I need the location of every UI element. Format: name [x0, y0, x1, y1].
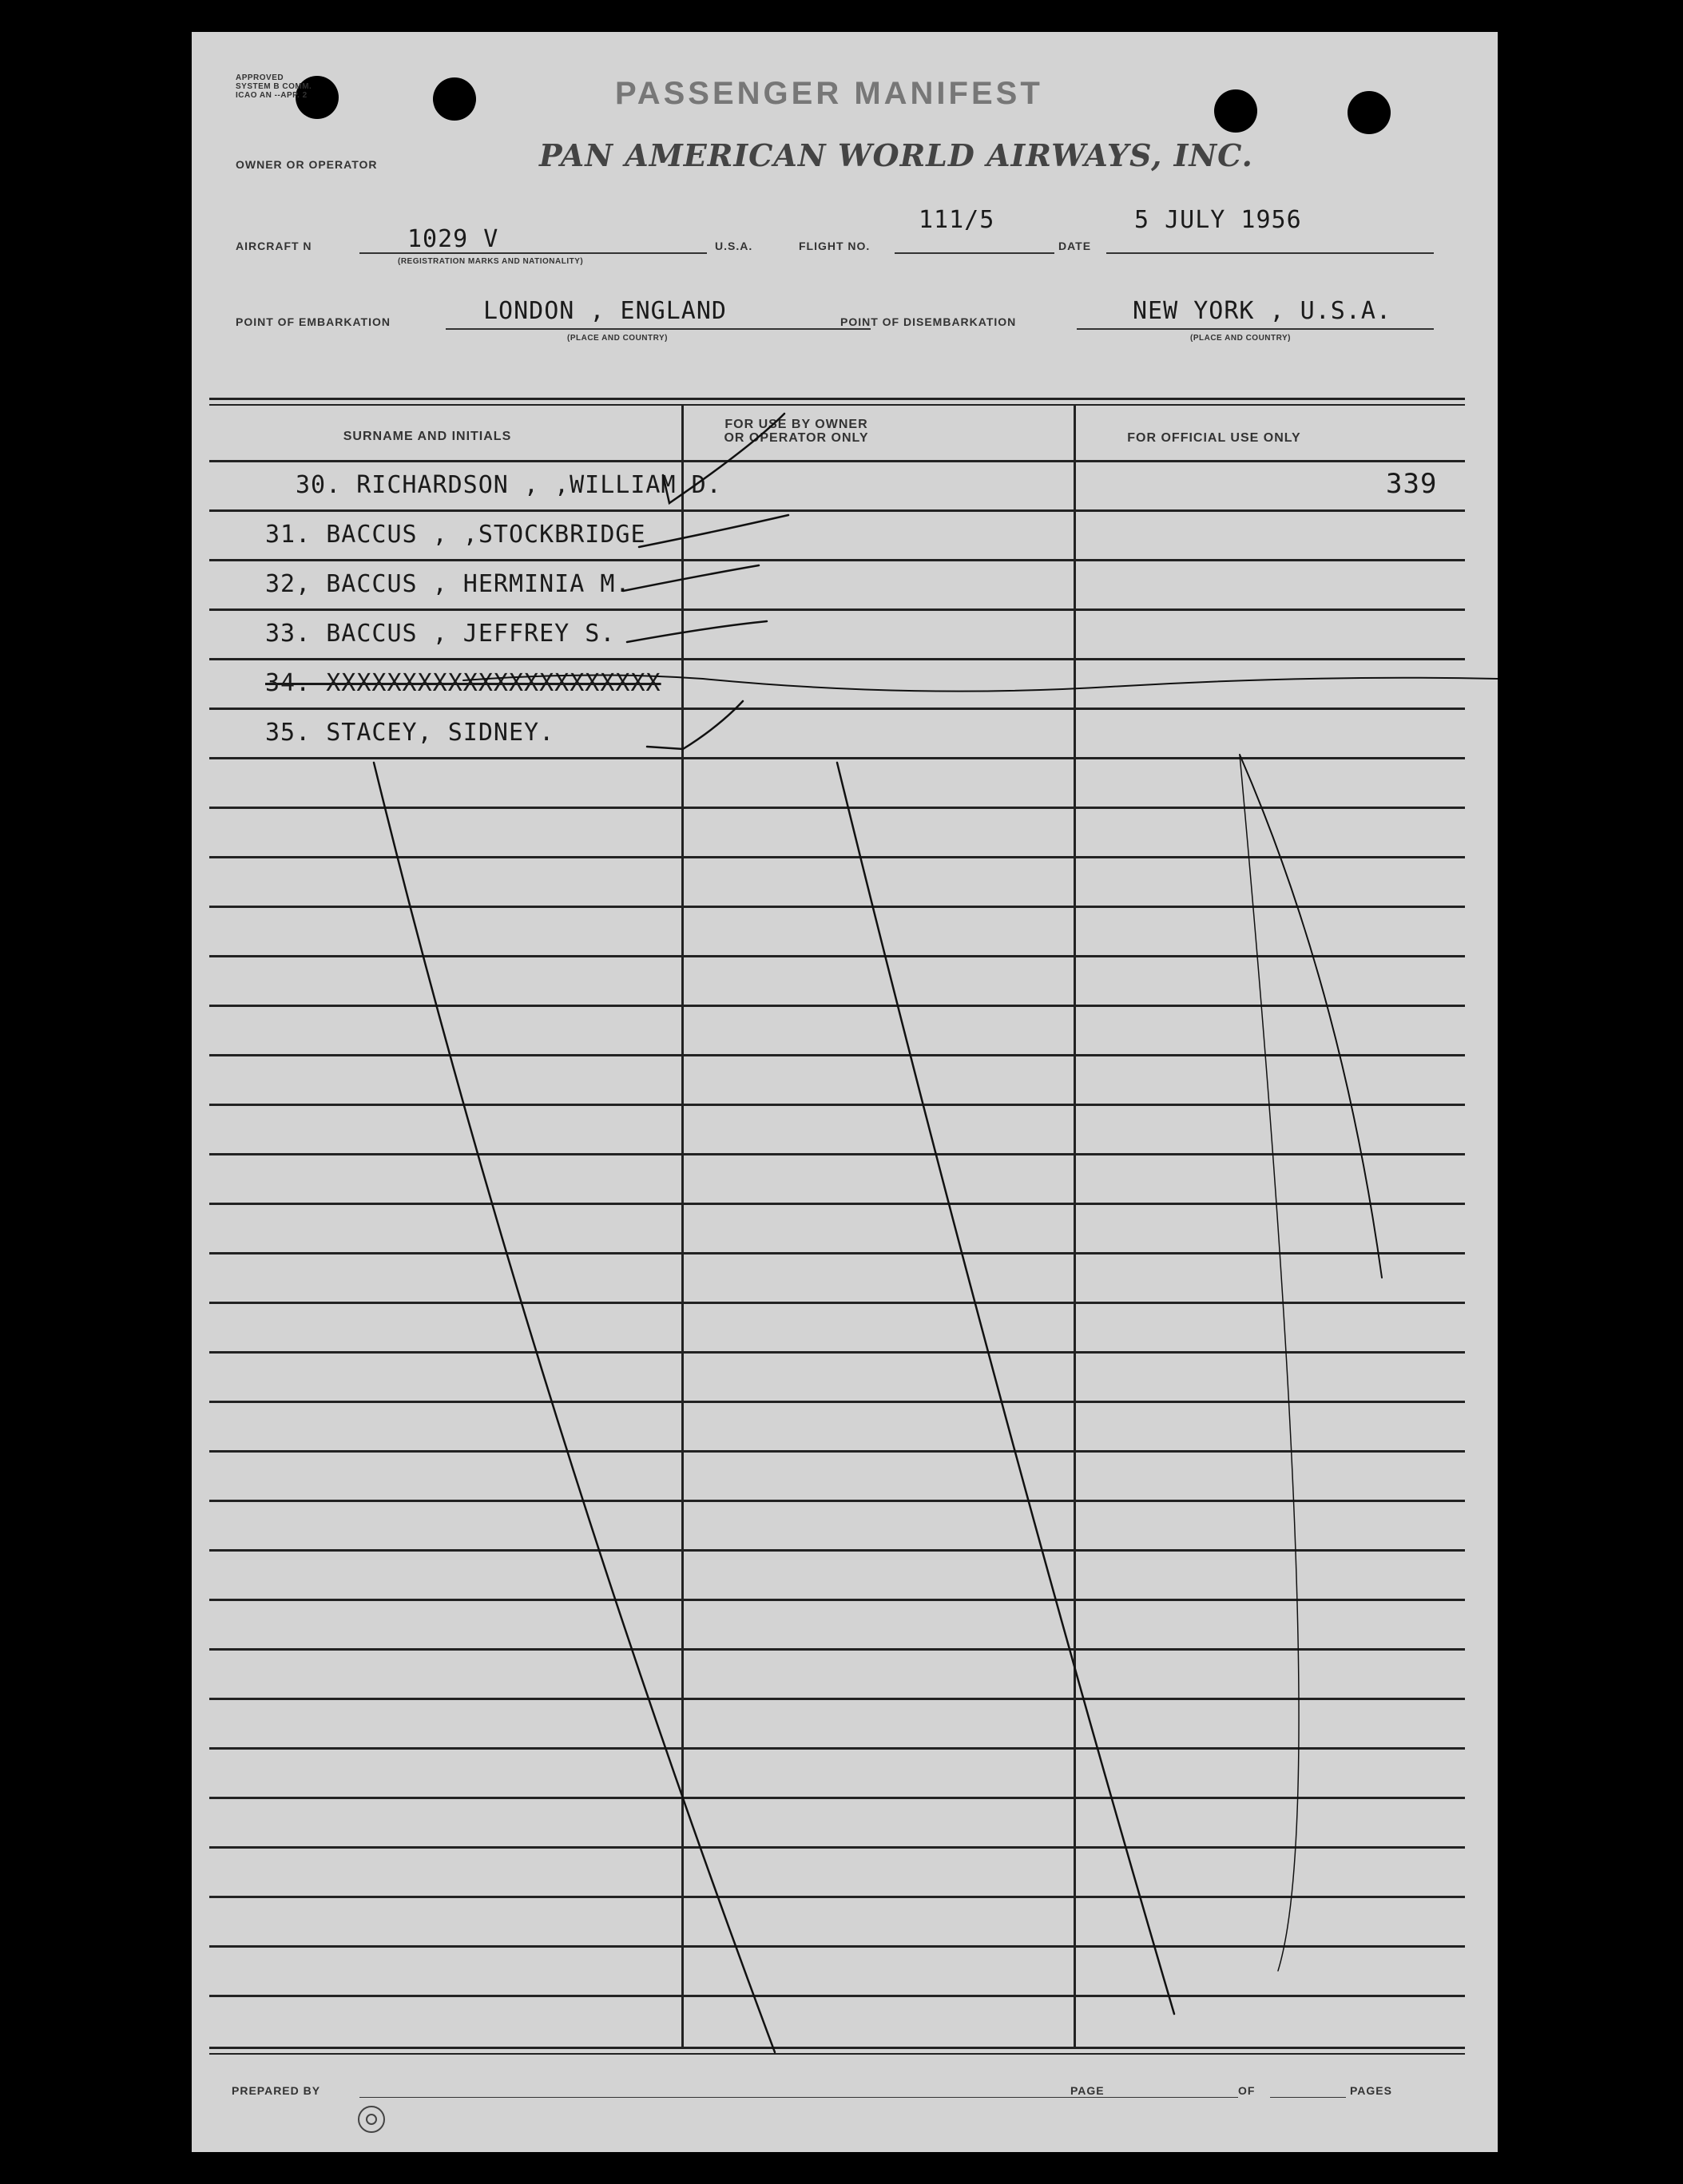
owner-label: OWNER OR OPERATOR [236, 158, 378, 171]
prepared-by-label: PREPARED BY [232, 2084, 321, 2097]
aircraft-label: AIRCRAFT N [236, 240, 312, 252]
col-header-official: FOR OFFICIAL USE ONLY [1127, 431, 1301, 445]
passenger-row-33: 33. BACCUS , JEFFREY S. [265, 620, 616, 648]
embark-label: POINT OF EMBARKATION [236, 315, 391, 328]
passenger-row-30: 30. RICHARDSON , ,WILLIAM D. [296, 471, 722, 499]
passenger-row-35: 35. STACEY, SIDNEY. [265, 719, 555, 747]
approval-line: ICAO AN --APP. 2 [236, 91, 308, 100]
aircraft-value: 1029 V [407, 225, 499, 253]
void-line [1240, 755, 1299, 1971]
check-mark [663, 414, 784, 503]
void-line [837, 763, 1174, 2014]
pages-label: PAGES [1350, 2084, 1392, 2097]
form-title: PASSENGER MANIFEST [615, 76, 1043, 111]
check-mark [639, 515, 788, 547]
of-label: OF [1238, 2084, 1256, 2097]
usa-label: U.S.A. [715, 240, 753, 252]
passenger-row-32: 32, BACCUS , HERMINIA M. [265, 570, 631, 598]
embark-value: LONDON , ENGLAND [483, 297, 727, 325]
embark-caption: (PLACE AND COUNTRY) [567, 334, 668, 343]
stamp-mark [359, 2107, 384, 2132]
void-line [374, 763, 775, 2052]
col-header-owner-line: OR OPERATOR ONLY [724, 431, 869, 445]
stamp-mark [367, 2115, 376, 2124]
disembark-caption: (PLACE AND COUNTRY) [1190, 334, 1291, 343]
col-header-surname: SURNAME AND INITIALS [343, 430, 512, 443]
date-value: 5 JULY 1956 [1134, 206, 1302, 234]
airline-name: PAN AMERICAN WORLD AIRWAYS, INC. [539, 137, 1253, 173]
cancel-line [463, 675, 1498, 691]
page-label: PAGE [1070, 2084, 1105, 2097]
disembark-value: NEW YORK , U.S.A. [1133, 297, 1392, 325]
check-mark [647, 701, 743, 749]
flight-label: FLIGHT NO. [799, 240, 871, 252]
passenger-row-34-struck: 34. XXXXXXXXXXXXXXXXXXXXXX [265, 669, 661, 697]
check-mark [627, 621, 767, 642]
approval-line: APPROVED [236, 73, 284, 82]
void-line [1240, 755, 1382, 1278]
approval-line: SYSTEM B COMM. [236, 82, 312, 91]
check-mark [623, 565, 759, 591]
handwritten-marks [192, 32, 1498, 2152]
disembark-label: POINT OF DISEMBARKATION [840, 315, 1017, 328]
col-header-owner-line: FOR USE BY OWNER [724, 418, 868, 431]
flight-value: 111/5 [919, 206, 995, 234]
registration-caption: (REGISTRATION MARKS AND NATIONALITY) [398, 257, 584, 266]
official-number: 339 [1386, 468, 1438, 500]
date-label: DATE [1058, 240, 1092, 252]
passenger-row-31: 31. BACCUS , ,STOCKBRIDGE [265, 521, 646, 549]
manifest-sheet [192, 32, 1498, 2152]
